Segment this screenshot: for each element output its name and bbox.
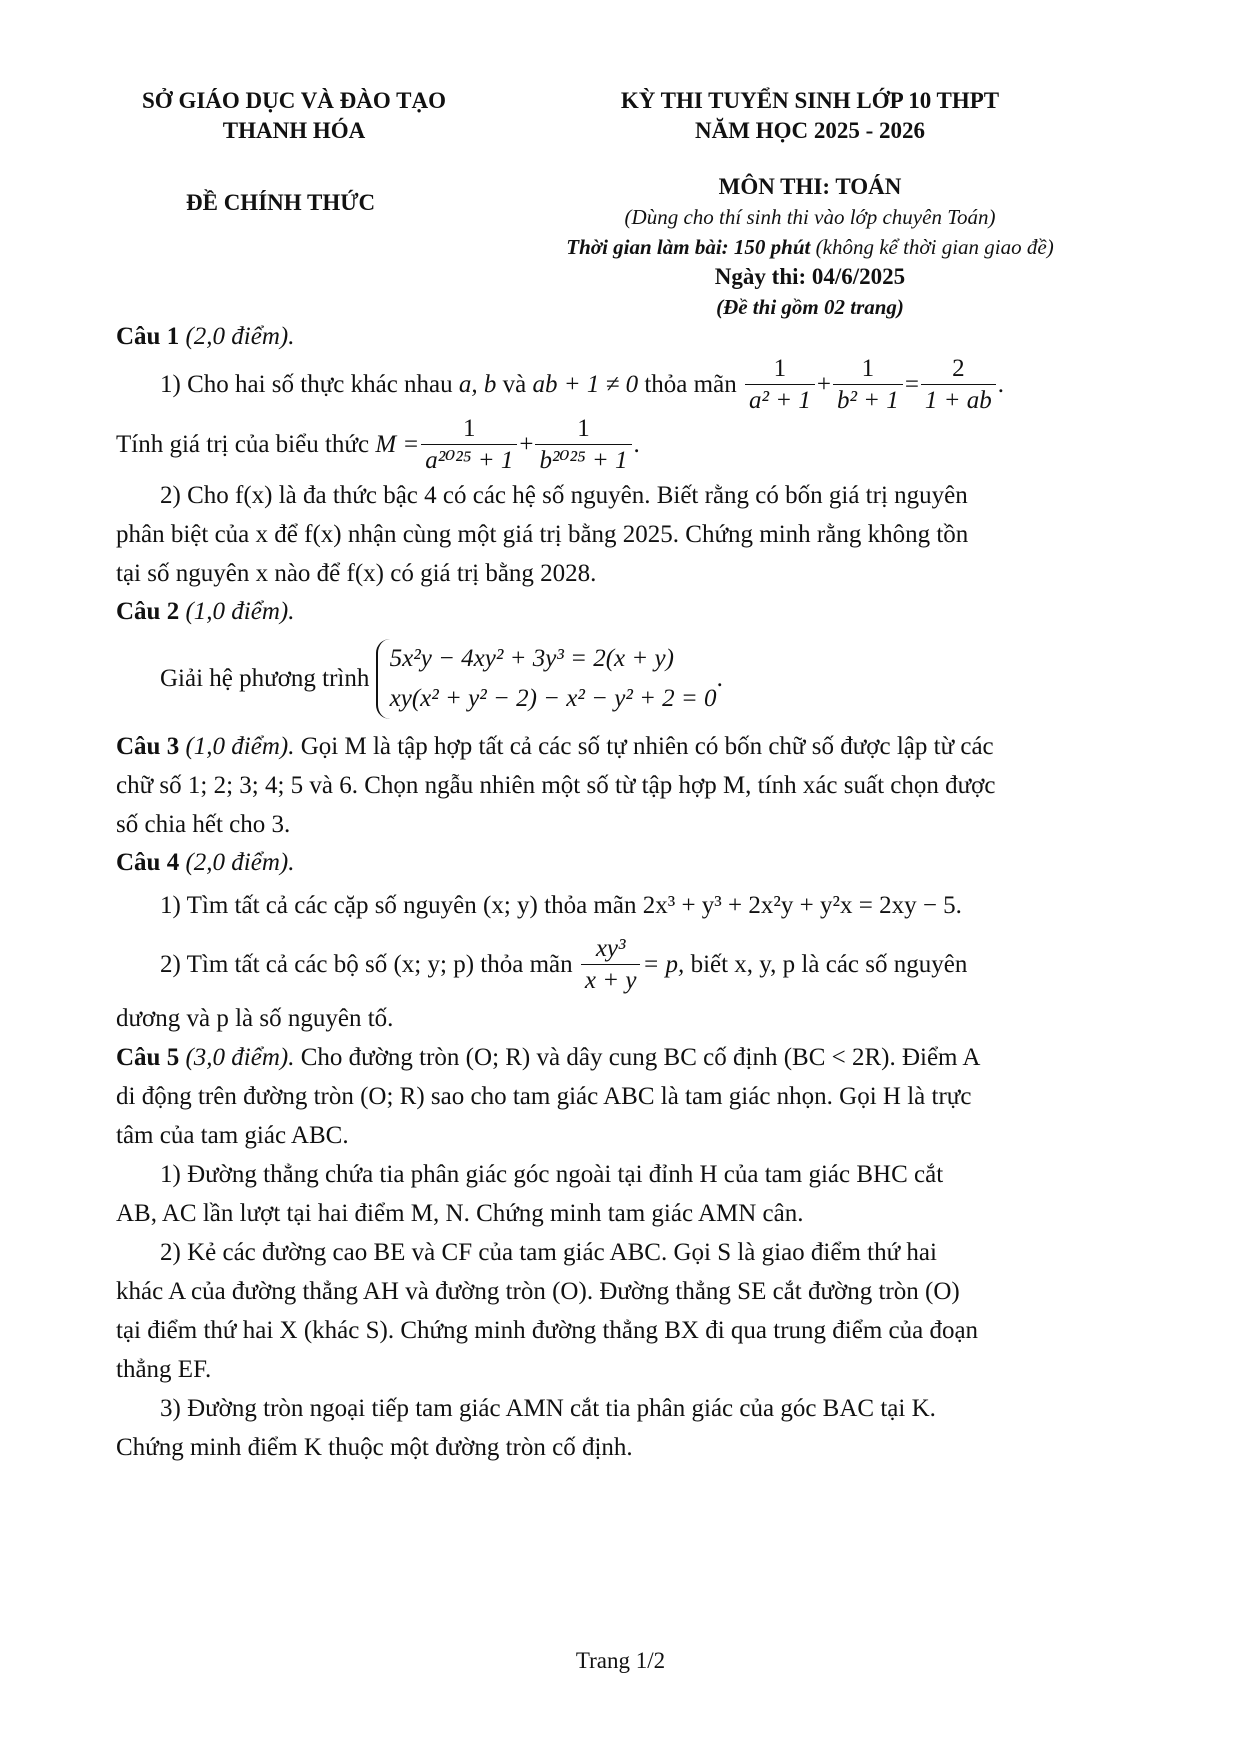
exam-content	[116, 318, 1131, 1467]
q5-p3-line2: Chứng minh điểm K thuộc một đường tròn cố định.	[116, 1434, 633, 1461]
equation-1: 5x²y − 4xy² + 3y³ = 2(x + y)	[389, 645, 674, 672]
q4-part2	[116, 930, 1131, 1000]
q5-title: Câu 5	[116, 1044, 180, 1071]
usage-note: (Dùng cho thí sinh thi vào lớp chuyên Toán)	[624, 205, 996, 229]
frac-ab-num: 2	[921, 354, 996, 385]
q4-title: Câu 4	[116, 849, 180, 876]
q1-points: (2,0 điểm).	[185, 323, 295, 350]
q3-line3: số chia hết cho 3.	[116, 811, 291, 838]
q3-title: Câu 3	[116, 733, 180, 760]
q1-part1: 1) Cho hai số thực khác nhau a, b và ab + 1 ≠ 0 thỏa mãn $\frac{1}{\text{a² + 1}}$ + $\frac{1}{\text{b² + 1}}$ = $\frac{2}{1 + ab}$ .	[116, 356, 1131, 414]
subject: MÔN THI: TOÁN	[718, 174, 902, 199]
dept-line-1: SỞ GIÁO DỤC VÀ ĐÀO TẠO	[142, 88, 446, 113]
dept-line-2: THANH HÓA	[222, 118, 366, 143]
exam-title: KỲ THI TUYỂN SINH LỚP 10 THPT	[620, 88, 1000, 113]
q2-system: Giải hệ phương trình 5x²y − 4xy² + 3y³ = 2(x + y) xy(x² + y² − 2) − x² − y² + 2 = 0 .	[116, 631, 1131, 727]
q5-block	[116, 1038, 1131, 1467]
page-number: Trang 1/2	[575, 1648, 666, 1673]
frac-b2025-den: b²⁰²⁵ + 1	[539, 446, 628, 474]
fraction-a2025	[421, 414, 517, 477]
q4-points: (2,0 điểm).	[185, 849, 295, 876]
q4-part1: 1) Tìm tất cả các cặp số nguyên (x; y) thỏa mãn 2x³ + y³ + 2x²y + y²x = 2xy − 5.	[160, 892, 962, 919]
q2-title: Câu 2	[116, 598, 180, 625]
m-expression: M =	[375, 431, 420, 458]
q1-p2-line2: phân biệt của x để f(x) nhận cùng một giá trị bằng 2025. Chứng minh rằng không tồn	[116, 521, 969, 548]
time-note: (không kể thời gian giao đề)	[815, 235, 1054, 259]
official-label: ĐỀ CHÍNH THỨC	[186, 190, 376, 215]
frac-b2025-num: 1	[535, 414, 631, 445]
frac-b-num: 1	[833, 354, 903, 385]
frac-xy3-num: xy³	[581, 934, 641, 965]
header-department	[104, 86, 484, 218]
q5-p1-line1: 1) Đường thẳng chứa tia phân giác góc ngoài tại đỉnh H của tam giác BHC cắt	[160, 1161, 944, 1188]
frac-xy3-den: x + y	[584, 966, 637, 994]
q1-title: Câu 1	[116, 323, 180, 350]
q1-calc-line: Tính giá trị của biểu thức M = $\frac{1}{\text{a²⁰²⁵ + 1}}$ + $\frac{1}{\text{b²⁰²⁵ + 1}}$ .	[116, 414, 1131, 476]
q5-p2-line4: thẳng EF.	[116, 1356, 212, 1383]
frac-a2025-den: a²⁰²⁵ + 1	[425, 446, 514, 474]
q2-heading	[116, 593, 1131, 631]
time-label: Thời gian làm bài: 150 phút	[566, 235, 811, 259]
pages-note: (Đề thi gồm 02 trang)	[716, 295, 904, 319]
q5-intro-line2: di động trên đường tròn (O; R) sao cho tam giác ABC là tam giác nhọn. Gọi H là trực	[116, 1083, 972, 1110]
q2-text: Giải hệ phương trình	[160, 665, 370, 692]
q5-p2-line1: 2) Kẻ các đường cao BE và CF của tam giác ABC. Gọi S là giao điểm thứ hai	[160, 1239, 937, 1266]
q1-heading	[116, 318, 1131, 356]
fraction-a	[745, 354, 815, 417]
q3-line2: chữ số 1; 2; 3; 4; 5 và 6. Chọn ngẫu nhiên một số từ tập hợp M, tính xác suất chọn được	[116, 772, 996, 799]
q1-p1-text: 1) Cho hai số thực khác nhau	[160, 371, 453, 398]
q5-p1-line2: AB, AC lần lượt tại hai điểm M, N. Chứng minh tam giác AMN cân.	[116, 1200, 804, 1227]
q4-p2-end: biết x, y, p là các số nguyên	[690, 951, 968, 978]
q5-points: (3,0 điểm).	[185, 1044, 295, 1071]
q5-intro-line3: tâm của tam giác ABC.	[116, 1122, 349, 1149]
plus-sign: +	[816, 371, 831, 398]
q4-p2-line2: dương và p là số nguyên tố.	[116, 1005, 394, 1032]
fraction-xy3	[581, 934, 641, 997]
q1-p1-and: và	[502, 371, 527, 398]
q1-p1-cond: ab + 1 ≠ 0	[532, 371, 639, 398]
frac-ab-den: 1 + ab	[924, 386, 992, 414]
q1-calc-text: Tính giá trị của biểu thức	[116, 431, 370, 458]
q4-p2-start: 2) Tìm tất cả các bộ số (x; y; p) thỏa mãn	[160, 951, 573, 978]
fraction-b	[833, 354, 903, 417]
fraction-ab	[921, 354, 996, 417]
plus-sign-2: +	[519, 431, 534, 458]
q3-points: (1,0 điểm).	[185, 733, 295, 760]
q1-p1-vars: a, b	[458, 371, 497, 398]
q1-p2-line3: tại số nguyên x nào để f(x) có giá trị bằng 2028.	[116, 560, 597, 587]
q5-p2-line2: khác A của đường thẳng AH và đường tròn (O). Đường thẳng SE cắt đường tròn (O)	[116, 1278, 960, 1305]
q4-p2-eq: = p,	[642, 951, 685, 978]
q5-intro-line1	[116, 1038, 1131, 1077]
equals-sign: =	[904, 371, 919, 398]
school-year: NĂM HỌC 2025 - 2026	[695, 118, 925, 143]
frac-a-num: 1	[745, 354, 815, 385]
q1-part2	[116, 476, 1131, 593]
fraction-b2025	[535, 414, 631, 477]
q3-block	[116, 727, 1131, 844]
q1-p1-satisfy: thỏa mãn	[644, 371, 737, 398]
frac-a2025-num: 1	[421, 414, 517, 445]
q4-heading	[116, 844, 1131, 882]
exam-date: Ngày thi: 04/6/2025	[714, 264, 906, 289]
q5-p3-line1: 3) Đường tròn ngoại tiếp tam giác AMN cắt tia phân giác của góc BAC tại K.	[160, 1395, 936, 1422]
q3-text-1: Gọi M là tập hợp tất cả các số tự nhiên có bốn chữ số được lập từ các	[300, 733, 994, 760]
frac-a-den: a² + 1	[748, 386, 811, 414]
equation-system	[376, 639, 717, 719]
header-exam-info	[470, 86, 1150, 322]
q3-line1	[116, 727, 1131, 766]
q5-p2-line3: tại điểm thứ hai X (khác S). Chứng minh đường thẳng BX đi qua trung điểm của đoạn	[116, 1317, 979, 1344]
q2-points: (1,0 điểm).	[185, 598, 295, 625]
q5-intro-1: Cho đường tròn (O; R) và dây cung BC cố định (BC < 2R). Điểm A	[300, 1044, 981, 1071]
time-line	[470, 232, 1150, 262]
frac-b-den: b² + 1	[836, 386, 899, 414]
equation-2: xy(x² + y² − 2) − x² − y² + 2 = 0	[389, 685, 717, 712]
q1-p2-line1: 2) Cho f(x) là đa thức bậc 4 có các hệ số nguyên. Biết rằng có bốn giá trị nguyên	[160, 482, 968, 509]
